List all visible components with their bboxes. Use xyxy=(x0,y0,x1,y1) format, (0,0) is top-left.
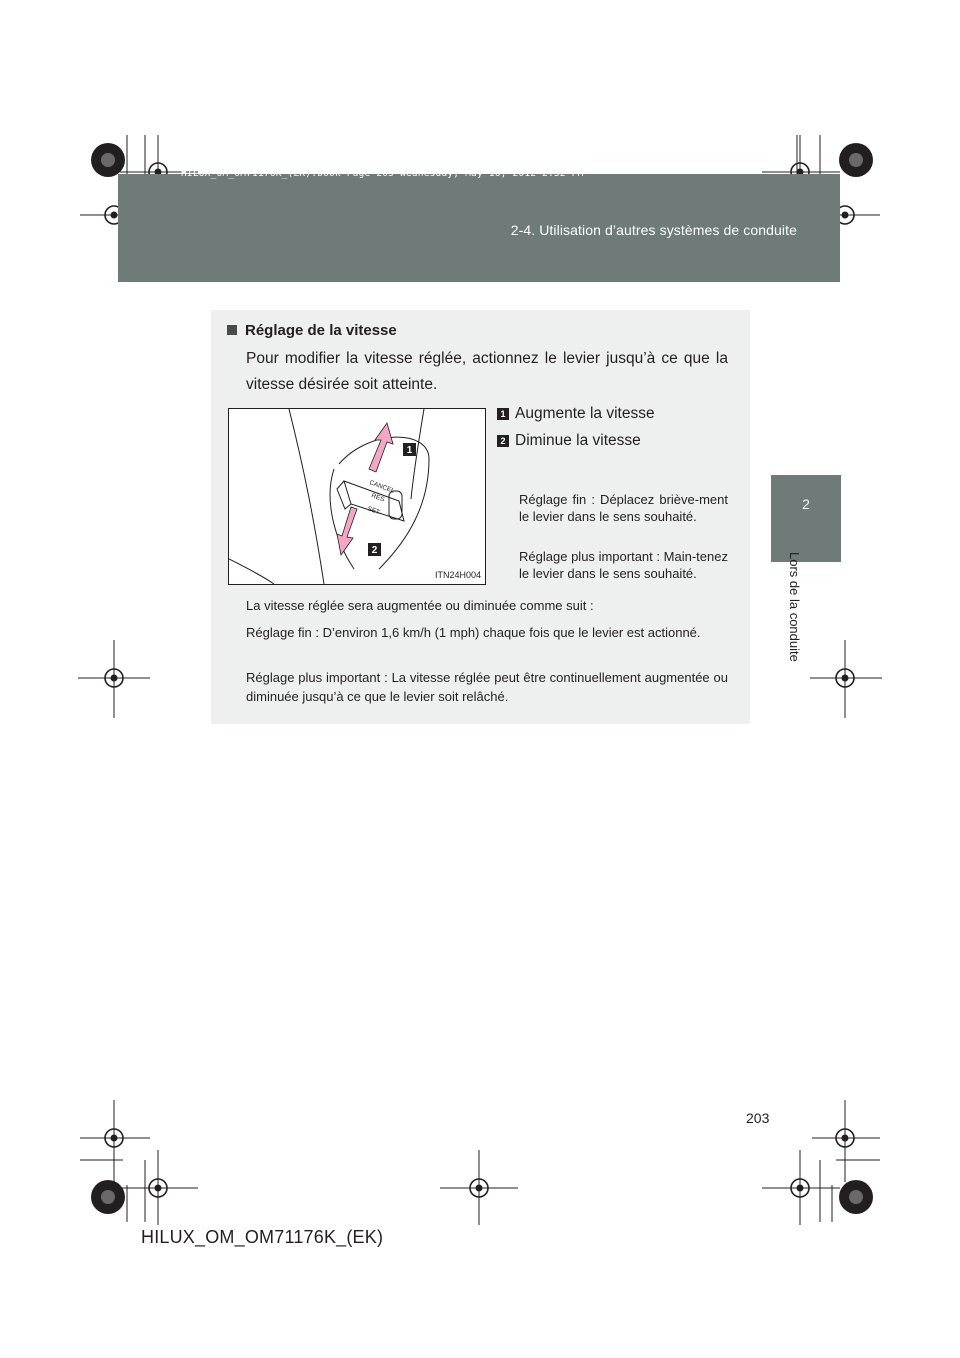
book-info-line: HILUX_OM_OM71176K_(EK).book Page 203 Wednesday, May 16, 2012 2:32 PM xyxy=(181,168,584,179)
section-title-text: Réglage de la vitesse xyxy=(245,322,397,339)
chapter-label: Lors de la conduite xyxy=(787,552,802,662)
set-label: SET xyxy=(366,505,381,517)
note-large-adjust: Réglage plus important : Main-tenez le levier dans le sens souhaité. xyxy=(519,549,728,581)
note-fine-adjust: Réglage fin : Déplacez briève-ment le levier dans le sens souhaité. xyxy=(519,492,728,524)
legend-item-label: Diminue la vitesse xyxy=(515,432,641,449)
res-label: RES xyxy=(370,492,386,504)
lever-drawing xyxy=(229,409,485,584)
document-id: HILUX_OM_OM71176K_(EK) xyxy=(141,1227,384,1247)
paragraph-adjust-intro: La vitesse réglée sera augmentée ou diminuée comme suit : xyxy=(246,598,594,613)
callout-1-text: 1 xyxy=(406,445,413,456)
section-title xyxy=(227,322,397,339)
arrow-down-icon xyxy=(337,507,357,555)
section-heading: 2-4. Utilisation d’autres systèmes de conduite xyxy=(510,222,797,238)
paragraph-large-adjust: Réglage plus important : La vitesse réglée peut être continuellement augmentée ou diminuée jusqu’à ce que le levier soit relâché. xyxy=(246,670,728,704)
chapter-label-vertical xyxy=(786,552,806,682)
legend-item-2 xyxy=(497,432,641,450)
legend-item-label: Augmente la vitesse xyxy=(515,405,655,422)
arrow-up-icon xyxy=(369,423,393,472)
legend-item-1 xyxy=(497,405,655,423)
callout-2-text: 2 xyxy=(371,545,378,556)
cruise-lever-illustration xyxy=(228,408,486,585)
cancel-label: CANCEL xyxy=(368,479,396,495)
chapter-tab xyxy=(771,475,841,562)
figure-code: ITN24H004 xyxy=(434,570,481,580)
number-badge: 2 xyxy=(497,435,509,447)
intro-paragraph: Pour modifier la vitesse réglée, actionnez le levier jusqu’à ce que la vitesse désirée soit atteinte. xyxy=(246,350,728,393)
number-badge: 1 xyxy=(497,408,509,420)
square-bullet-icon xyxy=(227,325,237,335)
page-number: 203 xyxy=(746,1110,770,1126)
paragraph-fine-adjust: Réglage fin : D’environ 1,6 km/h (1 mph) chaque fois que le levier est actionné. xyxy=(246,625,701,640)
chapter-number: 2 xyxy=(802,496,810,512)
